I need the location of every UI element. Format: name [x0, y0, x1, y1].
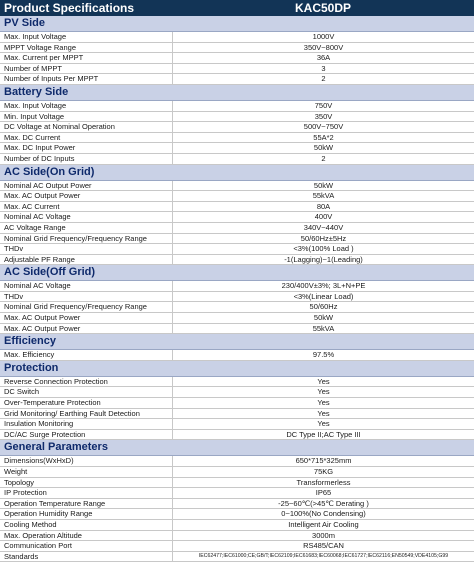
spec-label: Nominal Grid Frequency/Frequency Range: [0, 302, 173, 312]
spec-value: RS485/CAN: [303, 541, 344, 551]
spec-label: Max. AC Current: [0, 202, 173, 212]
spec-label: Insulation Monitoring: [0, 419, 173, 429]
spec-label: Max. AC Output Power: [0, 313, 173, 323]
spec-value: 50kW: [313, 180, 334, 190]
spec-value: Intelligent Air Cooling: [288, 519, 359, 529]
spec-value: 55A*2: [313, 132, 334, 142]
spec-label: Reverse Connection Protection: [0, 377, 173, 387]
spec-value: Yes: [317, 408, 330, 418]
spec-value: -25~60℃(>45℃ Derating ): [278, 498, 369, 508]
section-title: PV Side: [0, 16, 474, 32]
table-body: [0, 16, 474, 562]
table-row: [0, 223, 474, 234]
section-title: AC Side(On Grid): [0, 165, 474, 181]
spec-value: 55kVA: [312, 191, 335, 201]
spec-value: 340V~440V: [303, 222, 344, 232]
spec-value: 400V: [314, 212, 333, 222]
table-row: [0, 430, 474, 441]
spec-label: Nominal AC Output Power: [0, 181, 173, 191]
spec-value: 50kW: [313, 143, 334, 153]
spec-value: 3000m: [312, 530, 335, 540]
table-row: [0, 324, 474, 335]
spec-value: 80A: [316, 201, 331, 211]
table-row: [0, 520, 474, 531]
table-row: [0, 552, 474, 562]
spec-label: Max. AC Output Power: [0, 324, 173, 334]
table-row: [0, 234, 474, 245]
spec-label: Max. Input Voltage: [0, 32, 173, 42]
spec-label: Operation Temperature Range: [0, 499, 173, 509]
spec-label: Number of MPPT: [0, 64, 173, 74]
spec-label: Number of DC Inputs: [0, 154, 173, 164]
spec-value: Yes: [317, 376, 330, 386]
table-row: [0, 531, 474, 542]
table-row: [0, 154, 474, 165]
section-title: General Parameters: [0, 440, 474, 456]
spec-label: MPPT Voltage Range: [0, 43, 173, 53]
table-row: [0, 456, 474, 467]
spec-value: 50kW: [313, 313, 334, 323]
spec-value: Yes: [317, 398, 330, 408]
spec-label: Nominal Grid Frequency/Frequency Range: [0, 234, 173, 244]
spec-label: Max. Efficiency: [0, 350, 173, 360]
spec-value: 55kVA: [312, 323, 335, 333]
spec-label: Cooling Method: [0, 520, 173, 530]
spec-value: 750V: [314, 100, 333, 110]
spec-label: Number of Inputs Per MPPT: [0, 74, 173, 84]
spec-value: 2: [321, 153, 326, 163]
spec-label: Max. AC Output Power: [0, 191, 173, 201]
spec-value: 1000V: [312, 32, 335, 41]
table-row: [0, 32, 474, 43]
spec-label: Adjustable PF Range: [0, 255, 173, 265]
section-title: AC Side(Off Grid): [0, 265, 474, 281]
spec-value: 230/400V±3%; 3L+N+PE: [281, 281, 366, 291]
spec-label: AC Voltage Range: [0, 223, 173, 233]
spec-label: Max. Input Voltage: [0, 101, 173, 111]
header-model: KAC50DP: [294, 1, 351, 15]
table-row: [0, 302, 474, 313]
table-row: [0, 64, 474, 75]
spec-label: Over-Temperature Protection: [0, 398, 173, 408]
table-row: [0, 43, 474, 54]
table-row: [0, 313, 474, 324]
spec-value: 500V~750V: [303, 122, 344, 132]
spec-label: Topology: [0, 478, 173, 488]
spec-label: Max. DC Input Power: [0, 143, 173, 153]
spec-value: 650*715*325mm: [295, 456, 352, 466]
section-title: Efficiency: [0, 334, 474, 350]
spec-value: <3%(Linear Load): [293, 291, 354, 301]
spec-value: <3%(100% Load ): [293, 244, 354, 254]
table-row: [0, 541, 474, 552]
spec-value: 0~100%(No Condensing): [281, 509, 366, 519]
table-row: [0, 478, 474, 489]
spec-label: Operation Humidity Range: [0, 509, 173, 519]
spec-label: DC Voltage at Nominal Operation: [0, 122, 173, 132]
spec-label: DC Switch: [0, 387, 173, 397]
spec-value: 2: [321, 74, 326, 84]
spec-value: IEC62477;IEC61000;CE;GB/T;IEC62109;IEC61683;IEC60068;IEC61727;IEC62116;EN50549;VDE4105;G99: [198, 552, 449, 559]
spec-value: 3: [321, 63, 326, 73]
spec-value: 350V: [314, 111, 333, 121]
spec-value: 50/60Hz: [309, 302, 338, 312]
spec-label: Min. Input Voltage: [0, 112, 173, 122]
table-row: [0, 191, 474, 202]
spec-label: Max. Current per MPPT: [0, 53, 173, 63]
spec-label: Dimensions(WxHxD): [0, 456, 173, 466]
spec-label: Communication Port: [0, 541, 173, 551]
spec-label: Grid Monitoring/ Earthing Fault Detection: [0, 409, 173, 419]
table-row: [0, 292, 474, 303]
table-row: [0, 350, 474, 361]
spec-label: DC/AC Surge Protection: [0, 430, 173, 440]
spec-value: DC Type II;AC Type III: [286, 429, 361, 439]
spec-value: 350V~800V: [303, 42, 344, 52]
table-row: [0, 398, 474, 409]
table-row: [0, 53, 474, 64]
spec-value: -1(Lagging)~1(Leading): [284, 254, 363, 264]
spec-value: Transformerless: [296, 477, 351, 487]
spec-label: THDv: [0, 244, 173, 254]
table-row: [0, 181, 474, 192]
table-header: [0, 0, 474, 16]
spec-label: Max. Operation Altitude: [0, 531, 173, 541]
spec-value: 75KG: [313, 467, 334, 476]
spec-label: Nominal AC Voltage: [0, 212, 173, 222]
header-title: Product Specifications: [4, 1, 135, 15]
spec-value: 50/60Hz±5Hz: [300, 233, 347, 243]
table-row: [0, 212, 474, 223]
table-row: [0, 467, 474, 478]
table-row: [0, 499, 474, 510]
section-title: Battery Side: [0, 85, 474, 101]
table-row: [0, 133, 474, 144]
table-row: [0, 101, 474, 112]
table-row: [0, 509, 474, 520]
table-row: [0, 202, 474, 213]
spec-value: Yes: [317, 387, 330, 397]
spec-label: Standards: [0, 552, 173, 562]
spec-value: IP65: [315, 488, 332, 498]
spec-label: Max. DC Current: [0, 133, 173, 143]
spec-value: 97.5%: [312, 350, 335, 360]
spec-label: Weight: [0, 467, 173, 477]
table-row: [0, 377, 474, 388]
table-row: [0, 281, 474, 292]
section-title: Protection: [0, 361, 474, 377]
table-row: [0, 74, 474, 85]
table-row: [0, 244, 474, 255]
spec-label: IP Protection: [0, 488, 173, 498]
table-row: [0, 387, 474, 398]
table-row: [0, 409, 474, 420]
table-row: [0, 255, 474, 266]
table-row: [0, 112, 474, 123]
table-row: [0, 488, 474, 499]
table-row: [0, 122, 474, 133]
table-row: [0, 143, 474, 154]
spec-value: 36A: [316, 53, 331, 63]
table-row: [0, 419, 474, 430]
spec-value: Yes: [317, 419, 330, 429]
spec-label: Nominal AC Voltage: [0, 281, 173, 291]
spec-label: THDv: [0, 292, 173, 302]
